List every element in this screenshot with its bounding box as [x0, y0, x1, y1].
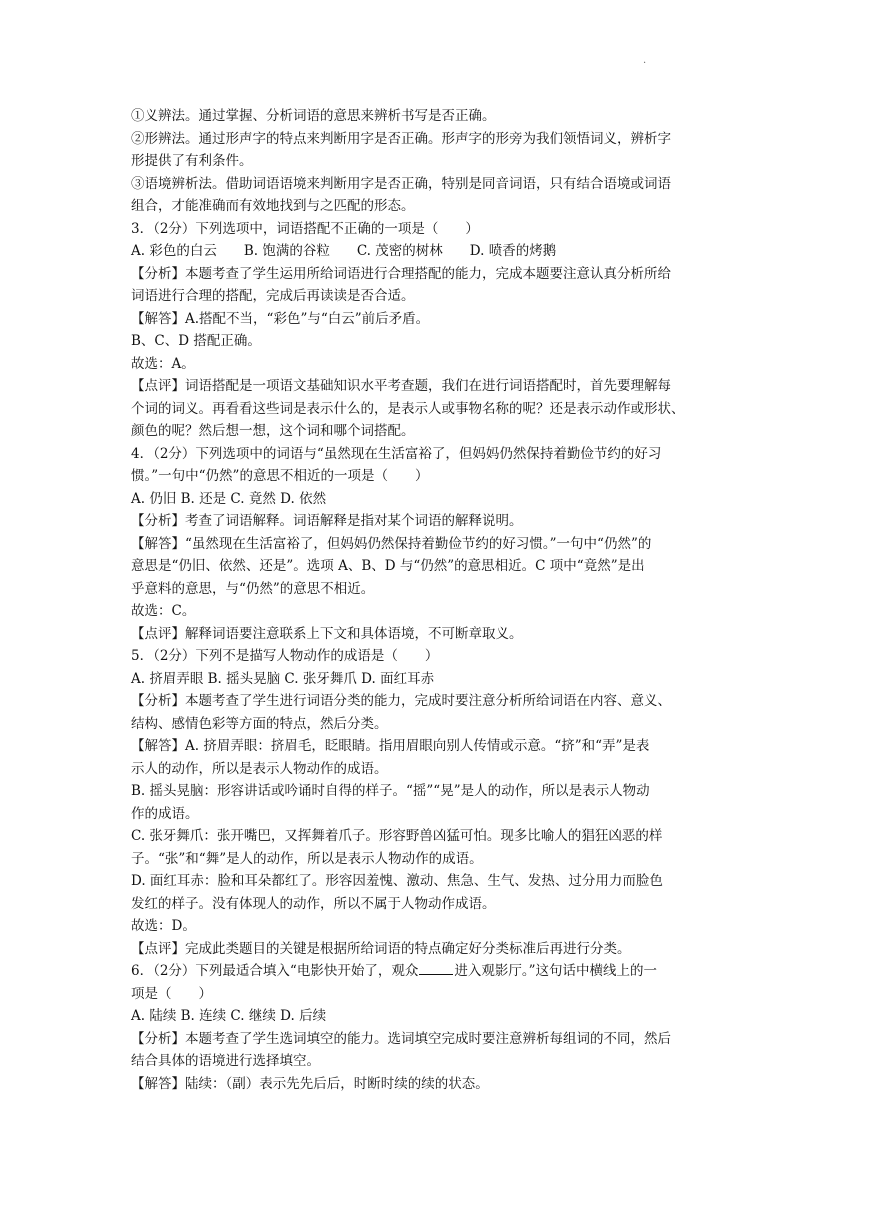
text-line: ③语境辨析法。借助词语语境来判断用字是否正确，特别是同音词语，只有结合语境或词语: [131, 175, 671, 192]
text-line: 形提供了有利条件。: [131, 153, 253, 169]
question-3-options: A. 彩色的白云 B. 饱满的谷粒 C. 茂密的树林 D. 喷香的烤鹅: [131, 243, 557, 259]
comment-text: 个词的词义。再看看这些词是表示什么的，是表示人或事物名称的呢？还是表示动作或形状、: [131, 400, 685, 417]
answer-text: 【解答】陆续：（副）表示先先后后，时断时续的续的状态。: [131, 1075, 489, 1092]
comment-text: 【点评】词语搭配是一项语文基础知识水平考查题，我们在进行词语搭配时，首先要理解每: [131, 378, 671, 394]
question-6-stem: 项是（ ）: [131, 985, 212, 1002]
answer-text: 【解答】A. 挤眉弄眼：挤眉毛，眨眼睛。指用眉眼向别人传情或示意。“挤”和“弄”是表: [131, 738, 650, 754]
question-6-stem: [131, 960, 743, 983]
analysis-text: 词语进行合理的搭配，完成后再读读是否合适。: [131, 288, 415, 304]
question-3-stem: 3．（2分）下列选项中，词语搭配不正确的一项是（ ）: [131, 220, 479, 237]
answer-text: 发红的样子。没有体现人的动作，所以不属于人物动作成语。: [131, 895, 496, 912]
answer-choice: 故选：C。: [131, 603, 196, 619]
text-line: ①义辨法。通过掌握、分析词语的意思来辨析书写是否正确。: [131, 108, 496, 124]
document-body: [131, 105, 743, 1095]
text-line: ②形辨法。通过形声字的特点来判断用字是否正确。形声字的形旁为我们领悟词义，辨析字: [131, 130, 671, 147]
answer-text: C. 张牙舞爪：张开嘴巴，又挥舞着爪子。形容野兽凶猛可怕。现多比喻人的猖狂凶恶的样: [131, 828, 663, 844]
header-dot: .: [643, 55, 647, 66]
comment-text: 【点评】解释词语要注意联系上下文和具体语境，不可断章取义。: [131, 625, 523, 642]
comment-text: 【点评】完成此类题目的关键是根据所给词语的特点确定好分类标准后再进行分类。: [131, 940, 631, 957]
answer-text: B、C、D 搭配正确。: [131, 333, 261, 349]
question-5-options: A. 挤眉弄眼 B. 摇头晃脑 C. 张牙舞爪 D. 面红耳赤: [131, 670, 435, 687]
analysis-text: 结合具体的语境进行选择填空。: [131, 1053, 320, 1069]
answer-choice: 故选：A。: [131, 355, 195, 372]
text-line: 组合，才能准确而有效地找到与之匹配的形态。: [131, 198, 415, 214]
answer-text: 乎意料的意思，与“仍然”的意思不相近。: [131, 580, 375, 597]
analysis-text: 【分析】本题考查了学生选词填空的能力。选词填空完成时要注意辨析每组词的不同，然后: [131, 1030, 671, 1047]
answer-text: B. 摇头晃脑：形容讲话或吟诵时自得的样子。“摇”“晃”是人的动作，所以是表示人物动: [131, 783, 650, 799]
answer-text: 意思是“仍旧、依然、还是”。选项 A、B、D 与“仍然”的意思相近。C 项中“竟然”是出: [131, 558, 645, 574]
analysis-text: 结构、感情色彩等方面的特点，然后分类。: [131, 715, 388, 732]
question-4-stem: 惯。”一句中“仍然”的意思不相近的一项是（ ）: [131, 468, 429, 484]
question-6-options: A. 陆续 B. 连续 C. 继续 D. 后续: [131, 1008, 327, 1024]
answer-choice: 故选：D。: [131, 918, 196, 934]
question-6-stem-part2: 进入观影厅。”这句话中横线上的一: [454, 963, 657, 979]
answer-text: 【解答】A.搭配不当，“彩色”与“白云”前后矛盾。: [131, 310, 430, 327]
answer-text: 示人的动作，所以是表示人物动作的成语。: [131, 760, 388, 777]
answer-text: 子。“张”和“舞”是人的动作，所以是表示人物动作的成语。: [131, 850, 483, 867]
answer-text: 作的成语。: [131, 805, 199, 822]
answer-text: D. 面红耳赤：脸和耳朵都红了。形容因羞愧、激动、焦急、生气、发热、过分用力而脸色: [131, 873, 663, 889]
question-5-stem: 5．（2分）下列不是描写人物动作的成语是（ ）: [131, 648, 439, 664]
question-4-stem: 4．（2分）下列选项中的词语与“虽然现在生活富裕了，但妈妈仍然保持着勤俭节约的好习: [131, 445, 662, 462]
analysis-text: 【分析】考查了词语解释。词语解释是指对某个词语的解释说明。: [131, 513, 523, 529]
question-4-options: A. 仍旧 B. 还是 C. 竟然 D. 依然: [131, 490, 327, 507]
analysis-text: 【分析】本题考查了学生进行词语分类的能力，完成时要注意分析所给词语在内容、意义、: [131, 693, 671, 709]
answer-text: 【解答】“虽然现在生活富裕了，但妈妈仍然保持着勤俭节约的好习惯。”一句中“仍然”的: [131, 535, 652, 552]
analysis-text: 【分析】本题考查了学生运用所给词语进行合理搭配的能力，完成本题要注意认真分析所给: [131, 265, 671, 282]
question-6-stem-part1: 6．（2分）下列最适合填入“电影快开始了，观众: [131, 963, 419, 979]
comment-text: 颜色的呢？然后想一想，这个词和哪个词搭配。: [131, 423, 415, 439]
fill-in-blank: [419, 960, 453, 975]
